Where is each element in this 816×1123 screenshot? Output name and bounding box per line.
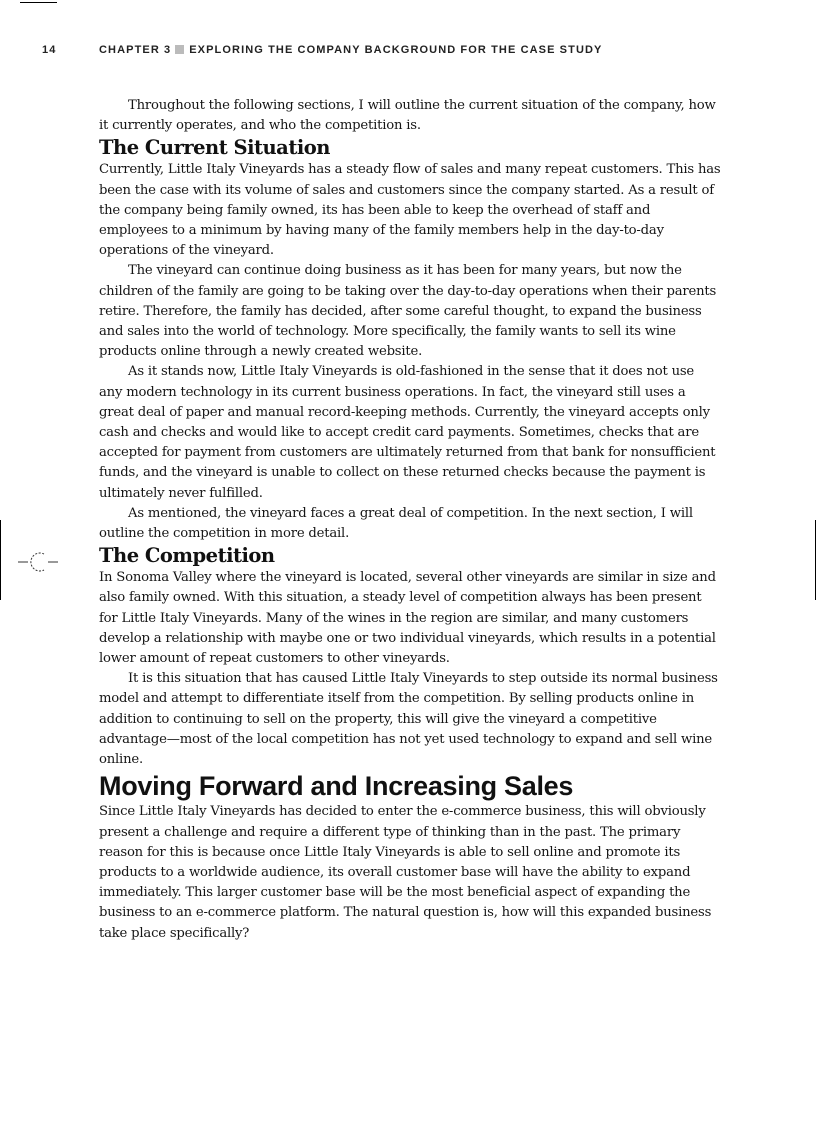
page-edge-left	[0, 520, 1, 600]
crop-mark-top	[20, 2, 57, 3]
running-head	[42, 44, 776, 60]
moving-forward-paragraph: Since Little Italy Vineyards has decided to enter the e-commerce business, this will obviously present a challenge and require a different type of thinking than in the past. The primary reason for this is because once Little Italy Vineyards is able to sell online and promote its products to a worldwide audience, its overall customer base will have the ability to expand immediately. This larger customer base will be the most beneficial aspect of expanding the business to an e-commerce platform. The natural question is, how will this expanded business take place specifically?	[99, 804, 712, 941]
current-situation-paragraph-2: The vineyard can continue doing business as it has been for many years, but now the children of the family are going to be taking over the day-to-day operations when their parents retire. Therefore, the family has decided, after some careful thought, to expand the business and sales into the world of technology. More specifically, the family wants to sell its wine products online through a newly created website.	[99, 263, 717, 360]
current-situation-paragraph-4: As mentioned, the vineyard faces a great deal of competition. In the next section, I will outline the competition in more detail.	[99, 505, 693, 542]
registration-mark-icon	[18, 550, 62, 574]
current-situation-paragraph-1: Currently, Little Italy Vineyards has a steady flow of sales and many repeat customers. This has been the case with its volume of sales and customers since the company started. As a result of the company being family owned, its has been able to keep the overhead of staff and employees to a minimum by having many of the family members help in the day-to-day operations of the vineyard.	[99, 162, 721, 259]
chapter-title: EXPLORING THE COMPANY BACKGROUND FOR THE CASE STUDY	[189, 44, 603, 56]
heading-moving-forward: Moving Forward and Increasing Sales	[99, 771, 574, 802]
chapter-title-line	[99, 44, 602, 56]
heading-competition: The Competition	[99, 544, 275, 568]
competition-paragraph-2: It is this situation that has caused Little Italy Vineyards to step outside its normal business model and attempt to differentiate itself from the competition. By selling products online in addition to continuing to sell on the property, this will give the vineyard a competitive advantage—most of the local competition has not yet used technology to expand and sell wine online.	[99, 671, 718, 768]
intro-paragraph: Throughout the following sections, I will outline the current situation of the company, how it currently operates, and who the competition is.	[99, 98, 716, 134]
competition-paragraph-1: In Sonoma Valley where the vineyard is located, several other vineyards are similar in size and also family owned. With this situation, a steady level of competition always has been present for Little Italy Vineyards. Many of the wines in the region are similar, and many customers develop a relationship with maybe one or two individual vineyards, which results in a potential lower amount of repeat customers to other vineyards.	[99, 570, 716, 667]
heading-current-situation: The Current Situation	[99, 136, 330, 160]
separator-square-icon	[175, 45, 184, 54]
chapter-label: CHAPTER 3	[99, 44, 172, 56]
current-situation-paragraph-3: As it stands now, Little Italy Vineyards is old-fashioned in the sense that it does not use any modern technology in its current business operations. In fact, the vineyard still uses a great deal of paper and manual record-keeping methods. Currently, the vineyard accepts only cash and checks and would like to accept credit card payments. Sometimes, checks that are accepted for payment from customers are ultimately returned from that bank for nonsufficient funds, and the vineyard is unable to collect on these returned checks because the payment is ultimately never fulfilled.	[99, 364, 716, 501]
page-body	[99, 96, 721, 944]
page-number: 14	[42, 44, 57, 56]
